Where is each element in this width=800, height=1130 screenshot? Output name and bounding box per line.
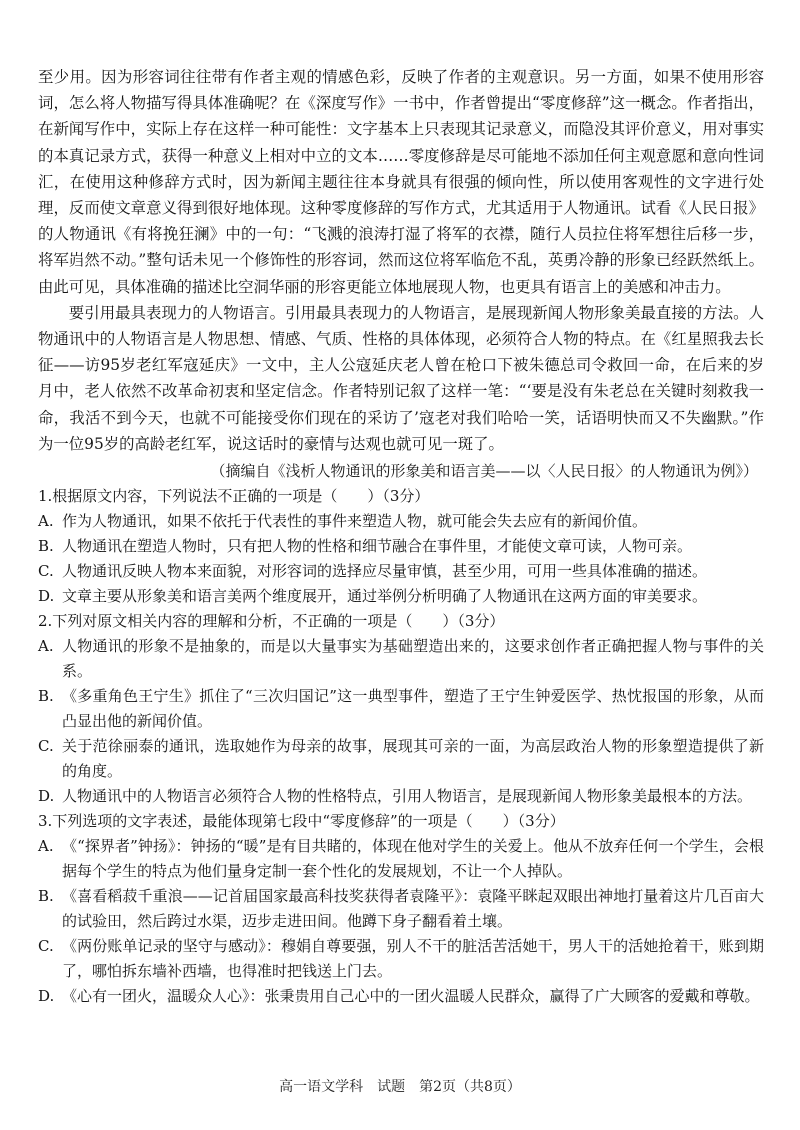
option-text: 《心有一团火，温暖众人心》：张秉贵用自己心中的一团火温暖人民群众，赢得了广大顾客的爱戴和尊敬。 [62, 987, 760, 1006]
option-letter: A. [38, 837, 54, 856]
option-text: 人物通讯中的人物语言必须符合人物的性格特点，引用人物语言，是展现新闻人物形象美最根本的方法。 [62, 787, 753, 806]
question-1 [38, 484, 764, 609]
option-letter: C. [38, 937, 54, 956]
option-c [38, 734, 764, 784]
option-d [38, 984, 764, 1009]
option-c [38, 934, 764, 984]
option-a [38, 834, 764, 884]
question-stem: 2.下列对原文相关内容的理解和分析，不正确的一项是（ ）（3分） [38, 612, 505, 631]
passage-source: （摘编自《浅析人物通讯的形象美和语言美——以〈人民日报〉的人物通讯为例》） [210, 462, 758, 481]
option-letter: D. [38, 787, 55, 806]
option-text: 作为人物通讯，如果不依托于代表性的事件来塑造人物，就可能会失去应有的新闻价值。 [62, 512, 648, 531]
option-text: 关于范徐丽泰的通讯，选取她作为母亲的故事，展现其可亲的一面，为高层政治人物的形象塑造提供了新的角度。 [62, 737, 764, 781]
option-letter: A. [38, 637, 54, 656]
question-2 [38, 609, 764, 809]
question-stem: 1.根据原文内容，下列说法不正确的一项是（ ）（3分） [38, 487, 430, 506]
option-text: 文章主要从形象美和语言美两个维度展开，通过举例分析明确了人物通讯在这两方面的审美要求。 [62, 587, 708, 606]
question-list [38, 484, 764, 1009]
option-letter: B. [38, 687, 54, 706]
option-a [38, 509, 764, 534]
passage-paragraph-1: 至少用。因为形容词往往带有作者主观的情感色彩，反映了作者的主观意识。另一方面，如果不使用形容词，怎么将人物描写得具体准确呢？在《深度写作》一书中，作者曾提出“零度修辞”这一概念。作者指出，在新闻写作中，实际上存在这样一种可能性：文字基本上只表现其记录意义，而隐没其评价意义，用对事实的本真记录方式，获得一种意义上相对中立的文本……零度修辞是尽可能地不添加任何主观意愿和意向性词汇，在使用这种修辞方式时，因为新闻主题往往本身就具有很强的倾向性，所以使用客观性的文字进行处理，反而使文章意义得到很好地体现。这种零度修辞的写作方式，尤其适用于人物通讯。试看《人民日报》的人物通讯《有将挽狂澜》中的一句：“飞溅的浪涛打湿了将军的衣襟，随行人员拉住将军想往后移一步，将军岿然不动。”整句话未见一个修饰性的形容词，然而这位将军临危不乱，英勇冷静的形象已经跃然纸上。由此可见，具体准确的描述比空洞华丽的形容更能立体地展现人物，也更具有语言上的美感和冲击力。 [38, 68, 764, 296]
option-letter: D. [38, 987, 55, 1006]
option-letter: B. [38, 887, 54, 906]
passage-paragraph-2: 要引用最具表现力的人物语言。引用最具表现力的人物语言，是展现新闻人物形象美最直接的方法。人物通讯中的人物语言是人物思想、情感、气质、性格的具体体现，必须符合人物的特点。在《红星照我去长征——访95岁老红军寇延庆》一文中，主人公寇延庆老人曾在枪口下被朱德总司令救回一命，在后来的岁月中，老人依然不改革命初衷和坚定信念。作者特别记叙了这样一笔：“‘要是没有朱老总在关键时刻救我一命，我活不到今天，也就不可能接受你们现在的采访了’寇老对我们哈哈一笑，话语明快而又不失幽默。”作为一位95岁的高龄老红军，说这话时的豪情与达观也就可见一斑了。 [38, 303, 764, 453]
option-b [38, 534, 764, 559]
option-letter: D. [38, 587, 55, 606]
option-text: 人物通讯反映人物本来面貌，对形容词的选择应尽量审慎，甚至少用，可用一些具体准确的描述。 [62, 562, 708, 581]
page-footer: 高一语文学科 试题 第2页（共8页） [279, 1079, 521, 1095]
option-text: 《喜看稻菽千重浪——记首届国家最高科技奖获得者袁隆平》：袁隆平眯起双眼出神地打量着这片几百亩大的试验田，然后跨过水渠，迈步走进田间。他蹲下身子翻看着土壤。 [62, 887, 764, 931]
option-b [38, 684, 764, 734]
question-3 [38, 809, 764, 1009]
option-letter: A. [38, 512, 54, 531]
option-d [38, 784, 764, 809]
option-letter: C. [38, 737, 54, 756]
option-a [38, 634, 764, 684]
option-b [38, 884, 764, 934]
option-text: 《两份账单记录的坚守与感动》：穆娟自尊要强，别人不干的脏活苦活她干，男人干的活她抢着干，账到期了，哪怕拆东墙补西墙，也得准时把钱送上门去。 [62, 937, 764, 981]
question-stem: 3.下列选项的文字表述，最能体现第七段中“零度修辞”的一项是（ ）（3分） [38, 812, 565, 831]
option-c [38, 559, 764, 584]
option-text: 《多重角色王宁生》抓住了“三次归国记”这一典型事件，塑造了王宁生钟爱医学、热忱报国的形象，从而凸显出他的新闻价值。 [62, 687, 764, 731]
option-text: 人物通讯的形象不是抽象的，而是以大量事实为基础塑造出来的，这要求创作者正确把握人物与事件的关系。 [62, 637, 764, 681]
option-text: 《“探界者”钟扬》：钟扬的“暖”是有目共睹的，体现在他对学生的关爱上。他从不放弃任何一个学生，会根据每个学生的特点为他们量身定制一套个性化的发展规划，不让一个人掉队。 [62, 837, 764, 881]
option-d [38, 584, 764, 609]
exam-page [38, 64, 764, 1009]
option-text: 人物通讯在塑造人物时，只有把人物的性格和细节融合在事件里，才能使文章可读，人物可亲。 [62, 537, 693, 556]
option-letter: B. [38, 537, 54, 556]
reading-passage [38, 64, 764, 484]
option-letter: C. [38, 562, 54, 581]
